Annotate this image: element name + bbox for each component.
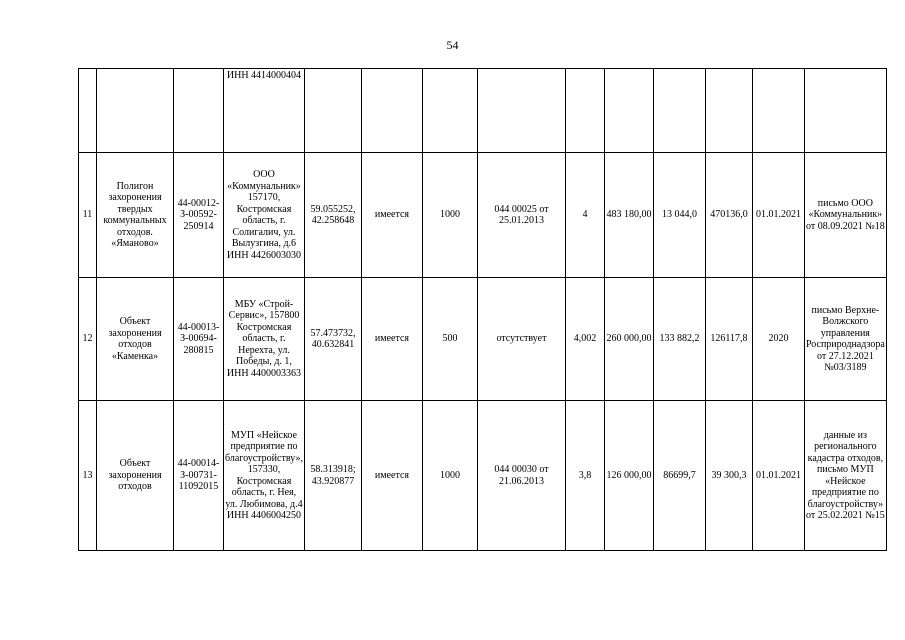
cell-object-name — [97, 69, 174, 153]
cell-source — [804, 69, 886, 153]
cell-date: 01.01.2021 — [752, 153, 804, 278]
table-row — [79, 69, 887, 153]
cell-capacity: 483 180,00 — [604, 153, 653, 278]
cell-remaining: 470136,0 — [705, 153, 752, 278]
cell-license — [361, 69, 422, 153]
cell-area — [565, 69, 604, 153]
cell-registry-number: 44-00012-З-00592-250914 — [174, 153, 224, 278]
cell-volume: 500 — [422, 278, 477, 401]
cell-number: 12 — [79, 278, 97, 401]
cell-remaining: 39 300,3 — [705, 401, 752, 551]
cell-object-name: Объект захоронения отходов — [97, 401, 174, 551]
cell-object-name: Полигон захоронения твердых коммунальных отходов. «Ямановo» — [97, 153, 174, 278]
cell-source: письмо Верхне-Волжского управления Росприроднадзора от 27.12.2021 №03/3189 — [804, 278, 886, 401]
cell-object-name: Объект захоронения отходов «Каменка» — [97, 278, 174, 401]
cell-operator: МБУ «Строй-Сервис», 157800 Костромская область, г. Нерехта, ул. Победы, д. 1, ИНН 4400003363 — [224, 278, 305, 401]
table-row — [79, 278, 887, 401]
landfill-registry-table — [78, 68, 887, 551]
cell-coordinates: 58.313918; 43.920877 — [304, 401, 361, 551]
cell-date: 2020 — [752, 278, 804, 401]
cell-operator: ИНН 4414000404 — [224, 69, 305, 153]
cell-source: письмо ООО «Коммунальник» от 08.09.2021 №18 — [804, 153, 886, 278]
cell-remaining: 126117,8 — [705, 278, 752, 401]
cell-placed — [653, 69, 705, 153]
cell-license: имеется — [361, 153, 422, 278]
cell-volume: 1000 — [422, 153, 477, 278]
cell-number: 13 — [79, 401, 97, 551]
cell-volume: 1000 — [422, 401, 477, 551]
cell-coordinates: 57.473732, 40.632841 — [304, 278, 361, 401]
cell-number — [79, 69, 97, 153]
cell-license: имеется — [361, 401, 422, 551]
cell-license: имеется — [361, 278, 422, 401]
cell-capacity: 260 000,00 — [604, 278, 653, 401]
cell-operator: МУП «Нейское предприятие по благоустройству», 157330, Костромская область, г. Нея, ул. Любимова, д.4 ИНН 4406004250 — [224, 401, 305, 551]
cell-date — [752, 69, 804, 153]
cell-capacity: 126 000,00 — [604, 401, 653, 551]
cell-remaining — [705, 69, 752, 153]
cell-area: 4,002 — [565, 278, 604, 401]
page-number: 54 — [446, 38, 459, 52]
cell-operator: ООО «Коммунальник» 157170, Костромская область, г. Солигалич, ул. Вылузгина, д.6 ИНН 4426003030 — [224, 153, 305, 278]
cell-permit: 044 00025 от 25.01.2013 — [477, 153, 565, 278]
cell-permit — [477, 69, 565, 153]
cell-source: данные из регионального кадастра отходов, письмо МУП «Нейское предприятие по благоустройству» от 25.02.2021 №15 — [804, 401, 886, 551]
table-row — [79, 153, 887, 278]
cell-area: 4 — [565, 153, 604, 278]
cell-date: 01.01.2021 — [752, 401, 804, 551]
cell-coordinates: 59.055252, 42.258648 — [304, 153, 361, 278]
cell-volume — [422, 69, 477, 153]
cell-registry-number — [174, 69, 224, 153]
cell-placed: 133 882,2 — [653, 278, 705, 401]
cell-permit: 044 00030 от 21.06.2013 — [477, 401, 565, 551]
cell-number: 11 — [79, 153, 97, 278]
cell-coordinates — [304, 69, 361, 153]
table-row — [79, 401, 887, 551]
cell-capacity — [604, 69, 653, 153]
cell-registry-number: 44-00014-З-00731-11092015 — [174, 401, 224, 551]
cell-area: 3,8 — [565, 401, 604, 551]
cell-permit: отсутствует — [477, 278, 565, 401]
cell-registry-number: 44-00013-З-00694-280815 — [174, 278, 224, 401]
cell-placed: 13 044,0 — [653, 153, 705, 278]
cell-placed: 86699,7 — [653, 401, 705, 551]
